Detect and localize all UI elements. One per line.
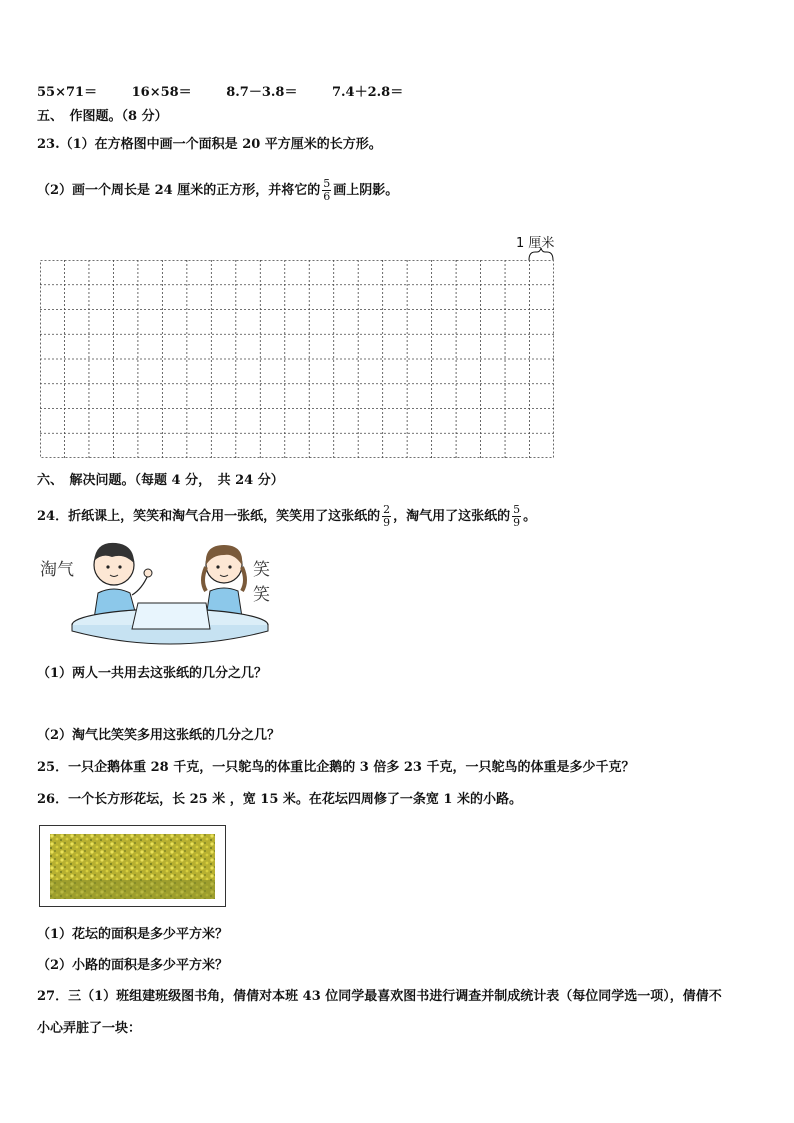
- fraction-five-ninths: $\frac{5}{9}$: [513, 503, 521, 529]
- q27-line1: 27．三（1）班组建班级图书角，倩倩对本班 43 位同学最喜欢图书进行调查并制成统计表（每位同学选一项），倩倩不: [37, 989, 722, 1004]
- q26-sub1: （1）花坛的面积是多少平方米？: [37, 927, 229, 942]
- q24-sub2: （2）淘气比笑笑多用这张纸的几分之几？: [37, 728, 281, 743]
- calc-row: [37, 84, 433, 102]
- calc-item: 16×58＝: [131, 85, 192, 100]
- q23-part1: 23.（1）在方格图中画一个面积是 20 平方厘米的长方形。: [37, 137, 382, 152]
- label-xiaoxiao: 笑笑: [253, 560, 270, 605]
- girl-figure: [203, 545, 245, 617]
- q24-text-c: 。: [523, 509, 537, 524]
- q26-sub2: （2）小路的面积是多少平方米？: [37, 958, 229, 973]
- q23-part2-end: 画上阴影。: [333, 183, 399, 198]
- paper-sheet: [132, 603, 210, 629]
- fraction-five-sixths: $\frac{5}{6}$: [323, 177, 331, 203]
- section-6-title: 六、 解决问题。（每题 4 分， 共 24 分）: [37, 473, 284, 488]
- flowerbed-photo-frame: [39, 825, 226, 907]
- q24-text-a: 24．折纸课上，笑笑和淘气合用一张纸，笑笑用了这张纸的: [37, 509, 381, 524]
- fraction-two-ninths: $\frac{2}{9}$: [383, 503, 391, 529]
- flowerbed-photo: [50, 834, 215, 899]
- q24-sub1: （1）两人一共用去这张纸的几分之几？: [37, 666, 268, 681]
- square-grid[interactable]: [40, 260, 554, 458]
- q26-text: 26．一个长方形花坛，长 25 米 ，宽 15 米。在花坛四周修了一条宽 1 米的小路。: [37, 792, 522, 807]
- kids-illustration: [38, 535, 270, 657]
- q23-part2: [37, 176, 398, 206]
- section-5-title: 五、 作图题。（8 分）: [37, 109, 168, 124]
- q25-text: 25．一只企鹅体重 28 千克，一只鸵鸟的体重比企鹅的 3 倍多 23 千克，一只鸵鸟的体重是多少千克？: [37, 760, 635, 775]
- label-taoqi: 淘气: [40, 560, 74, 580]
- q23-part2-text: （2）画一个周长是 24 厘米的正方形，并将它的: [37, 183, 321, 198]
- scale-label: 1 厘米: [516, 236, 555, 251]
- calc-item: 8.7－3.8＝: [226, 85, 298, 100]
- q24-text: [37, 500, 536, 534]
- q24-text-b: ，淘气用了这张纸的: [393, 509, 511, 524]
- q27-line2: 小心弄脏了一块：: [37, 1021, 142, 1036]
- calc-item: 7.4＋2.8＝: [331, 85, 404, 100]
- calc-item: 55×71＝: [37, 85, 98, 100]
